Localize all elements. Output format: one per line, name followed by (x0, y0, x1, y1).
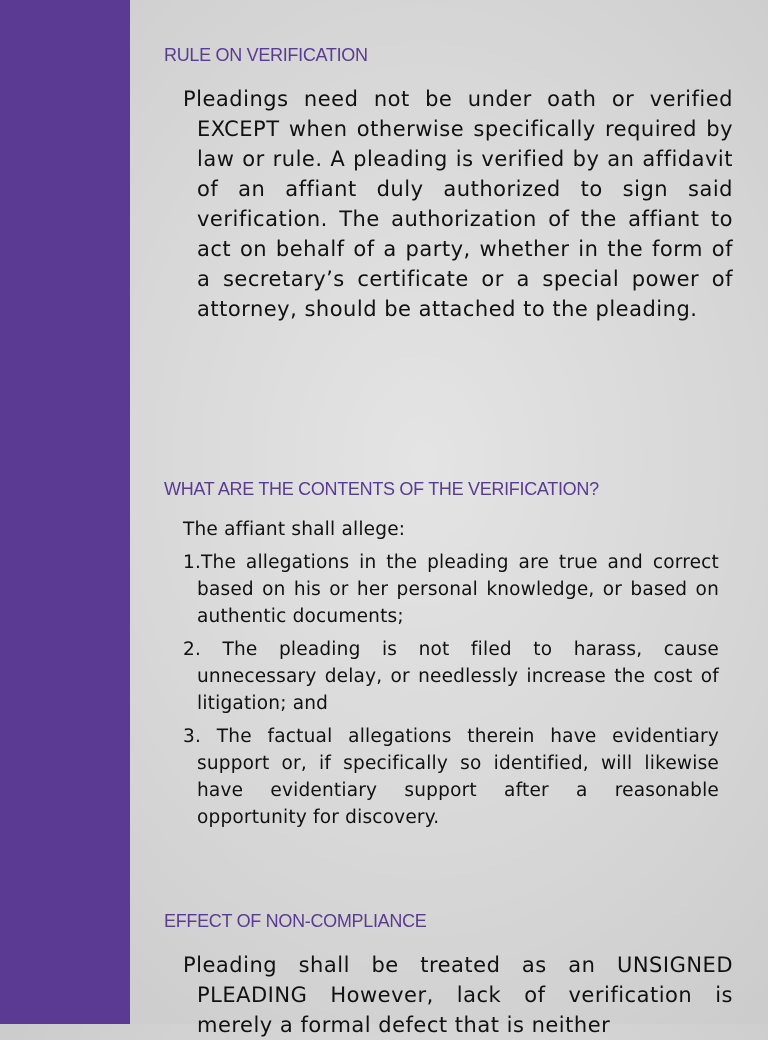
sidebar-accent-bar (0, 0, 130, 1024)
list-intro: The affiant shall allege: (183, 519, 406, 540)
section-heading-effect-of-non-compliance: EFFECT OF NON-COMPLIANCE (164, 911, 427, 931)
section-body-effect-of-non-compliance: Pleading shall be treated as an UNSIGNED PLEADING However, lack of verification is merely a formal defect that is neither (183, 953, 733, 1037)
section-heading-rule-on-verification: RULE ON VERIFICATION (164, 45, 368, 65)
list-item-1: 1.The allegations in the pleading are true and correct based on his or her personal knowledge, or based on authentic documents; (183, 552, 719, 627)
list-item-3: 3. The factual allegations therein have evidentiary support or, if specifically so identified, will likewise have evidentiary support after a reasonable opportunity for discovery. (183, 726, 719, 828)
list-item-2: 2. The pleading is not filed to harass, cause unnecessary delay, or needlessly increase the cost of litigation; and (183, 639, 719, 714)
contents-list (183, 516, 719, 837)
document-page (130, 0, 768, 1037)
section-heading-contents-of-verification: WHAT ARE THE CONTENTS OF THE VERIFICATION? (164, 479, 599, 499)
section-body-rule-on-verification: Pleadings need not be under oath or verified EXCEPT when otherwise specifically required by law or rule. A pleading is verified by an affidavit of an affiant duly authorized to sign said verification. The authorization of the affiant to act on behalf of a party, whether in the form of a secretary’s certificate or a special power of attorney, should be attached to the pleading. (183, 87, 733, 321)
